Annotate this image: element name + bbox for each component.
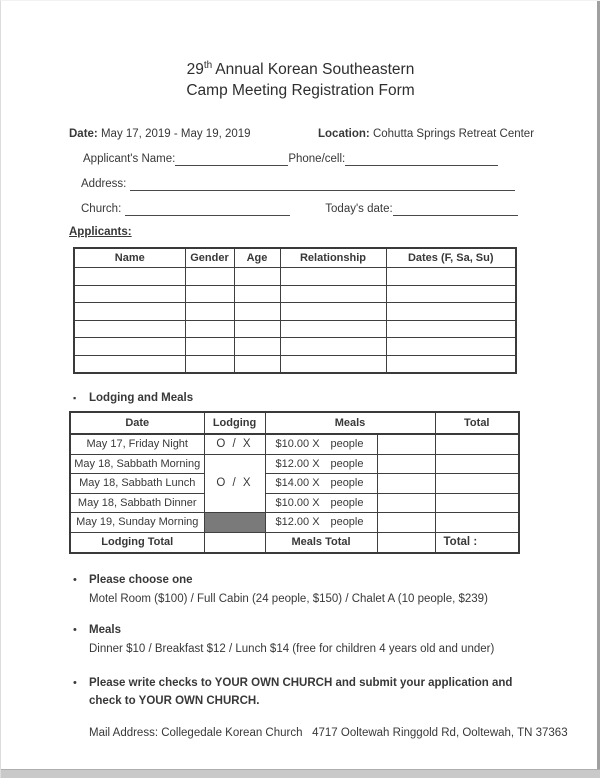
header-fields (69, 116, 540, 216)
meal-price: $12.00 X (275, 516, 320, 529)
form-title (1, 1, 600, 101)
choose-one-options: Motel Room ($100) / Full Cabin (24 people, $150) / Chalet A (10 people, $239) (89, 592, 488, 605)
applicants-empty-cell (234, 355, 280, 373)
row-date: May 18, Sabbath Morning (70, 454, 204, 474)
church-label: Church: (81, 203, 122, 216)
lodging-meals-table (69, 411, 520, 554)
checks-note-row (73, 674, 600, 710)
applicants-empty-cell (185, 338, 234, 356)
location-label: Location: (318, 128, 370, 141)
meal-price-cell (265, 474, 377, 494)
applicants-empty-cell (280, 268, 386, 286)
applicants-empty-cell (234, 320, 280, 338)
church-date-row (69, 191, 540, 216)
applicant-name-label: Applicant's Name: (83, 153, 176, 166)
choose-one-heading: Please choose one (89, 573, 193, 586)
applicants-header-row (74, 248, 516, 268)
applicants-empty-cell (386, 268, 516, 286)
applicants-empty-cell (386, 303, 516, 321)
dot-bullet-icon: • (73, 676, 77, 689)
applicants-empty-cell (280, 338, 386, 356)
meal-unit: people (330, 457, 364, 470)
todays-date-label: Today's date: (325, 203, 393, 216)
applicant-name-blank (175, 152, 288, 166)
lodging-footer-row (70, 532, 519, 553)
page-bottom-edge (1, 769, 600, 778)
date-value: May 17, 2019 - May 19, 2019 (100, 128, 251, 141)
col-name: Name (74, 248, 185, 268)
dot-bullet-icon: • (73, 573, 77, 586)
row-total-cell (435, 454, 519, 474)
row-total-cell (435, 513, 519, 533)
meal-count-cell (377, 434, 435, 454)
applicants-empty-cell (234, 303, 280, 321)
phone-label: Phone/cell: (288, 153, 346, 166)
meal-count-cell (377, 493, 435, 513)
meal-price: $12.00 X (275, 457, 320, 470)
lodging-total-cell (204, 532, 265, 553)
row-date: May 19, Sunday Morning (70, 513, 204, 533)
col-relationship: Relationship (280, 248, 386, 268)
applicants-empty-row (74, 285, 516, 303)
title-number: 29 (186, 61, 204, 79)
lodging-unavailable-cell (204, 513, 265, 533)
row-total-cell (435, 474, 519, 494)
meals-heading: Meals (89, 623, 121, 636)
address-blank (130, 177, 515, 191)
title-ordinal: th (203, 60, 213, 71)
applicants-empty-row (74, 355, 516, 373)
row-total-cell (435, 434, 519, 454)
col-date: Date (70, 412, 204, 434)
lodging-choice-cell: O / X (204, 434, 265, 454)
applicants-empty-cell (185, 303, 234, 321)
lodging-row-sabbath-dinner (70, 493, 519, 513)
applicants-empty-cell (74, 268, 185, 286)
address-label: Address: (81, 178, 127, 191)
row-date: May 17, Friday Night (70, 434, 204, 454)
applicants-empty-cell (280, 320, 386, 338)
location-value: Cohutta Springs Retreat Center (372, 128, 535, 141)
lodging-meals-heading-row (73, 391, 600, 406)
applicants-empty-cell (280, 355, 386, 373)
applicants-empty-cell (74, 320, 185, 338)
meals-total-label: Meals Total (265, 532, 377, 553)
applicants-empty-cell (74, 338, 185, 356)
phone-blank (345, 152, 498, 166)
col-dates: Dates (F, Sa, Su) (386, 248, 516, 268)
row-date: May 18, Sabbath Lunch (70, 474, 204, 494)
meal-unit: people (330, 438, 364, 451)
applicants-empty-row (74, 303, 516, 321)
applicants-empty-row (74, 338, 516, 356)
choose-one-heading-row (73, 573, 600, 587)
meals-total-cell (377, 532, 435, 553)
meal-unit: people (330, 477, 364, 490)
applicants-empty-cell (386, 338, 516, 356)
row-total-cell (435, 493, 519, 513)
todays-date-blank (393, 202, 518, 216)
lodging-total-label: Lodging Total (70, 532, 204, 553)
meal-unit: people (330, 516, 364, 529)
dot-bullet-icon: • (73, 623, 77, 636)
title-line1-rest: Annual Korean Southeastern (215, 61, 415, 79)
meal-price: $14.00 X (275, 477, 320, 490)
mail-address: Mail Address: Collegedale Korean Church 4717 Ooltewah Ringgold Rd, Ooltewah, TN 37363 (89, 726, 568, 739)
applicants-empty-cell (185, 285, 234, 303)
applicants-empty-cell (74, 355, 185, 373)
applicants-empty-row (74, 268, 516, 286)
form-title-line1 (1, 55, 600, 80)
applicants-empty-rows (74, 268, 516, 374)
meal-unit: people (330, 496, 364, 509)
applicants-table (73, 247, 517, 374)
applicants-empty-cell (185, 320, 234, 338)
meal-price-cell (265, 493, 377, 513)
applicants-empty-cell (386, 285, 516, 303)
grand-total-label: Total : (435, 532, 519, 553)
location-field (318, 127, 534, 141)
applicants-empty-row (74, 320, 516, 338)
lodging-row-friday-night (70, 434, 519, 454)
applicants-empty-cell (280, 285, 386, 303)
applicants-empty-cell (386, 355, 516, 373)
col-total: Total (435, 412, 519, 434)
lodging-header-row (70, 412, 519, 434)
meal-price-cell (265, 434, 377, 454)
date-location-row (69, 116, 540, 141)
form-title-line2: Camp Meeting Registration Form (186, 82, 415, 100)
meal-price: $10.00 X (275, 496, 320, 509)
meal-count-cell (377, 474, 435, 494)
applicants-empty-cell (185, 268, 234, 286)
applicants-empty-cell (280, 303, 386, 321)
lodging-row-sabbath-lunch (70, 474, 519, 494)
col-gender: Gender (185, 248, 234, 268)
meal-price-cell (265, 454, 377, 474)
meals-heading-row (73, 623, 600, 637)
lodging-choice-cell-merged: O / X (204, 454, 265, 513)
col-meals: Meals (265, 412, 435, 434)
col-age: Age (234, 248, 280, 268)
col-lodging: Lodging (204, 412, 265, 434)
date-label: Date: (69, 128, 98, 141)
meal-count-cell (377, 513, 435, 533)
applicants-empty-cell (234, 338, 280, 356)
date-field (69, 127, 318, 141)
applicants-empty-cell (74, 303, 185, 321)
applicants-empty-cell (74, 285, 185, 303)
applicants-empty-cell (234, 268, 280, 286)
lodging-row-sunday-morning (70, 513, 519, 533)
lodging-row-sabbath-morning (70, 454, 519, 474)
applicants-empty-cell (234, 285, 280, 303)
lodging-meals-heading: Lodging and Meals (89, 392, 194, 405)
row-date: May 18, Sabbath Dinner (70, 493, 204, 513)
address-row (69, 166, 540, 191)
meal-count-cell (377, 454, 435, 474)
meal-price: $10.00 X (275, 438, 320, 451)
applicants-heading: Applicants: (69, 226, 132, 239)
applicants-empty-cell (386, 320, 516, 338)
applicants-empty-cell (185, 355, 234, 373)
meals-pricing: Dinner $10 / Breakfast $12 / Lunch $14 (free for children 4 years old and under) (89, 642, 495, 655)
square-bullet-icon: ▪ (73, 393, 77, 404)
church-blank (125, 202, 290, 216)
applicant-name-row (69, 141, 540, 166)
checks-note: Please write checks to YOUR OWN CHURCH and submit your application and check to YOUR OWN CHURCH. (89, 676, 513, 707)
meal-price-cell (265, 513, 377, 533)
